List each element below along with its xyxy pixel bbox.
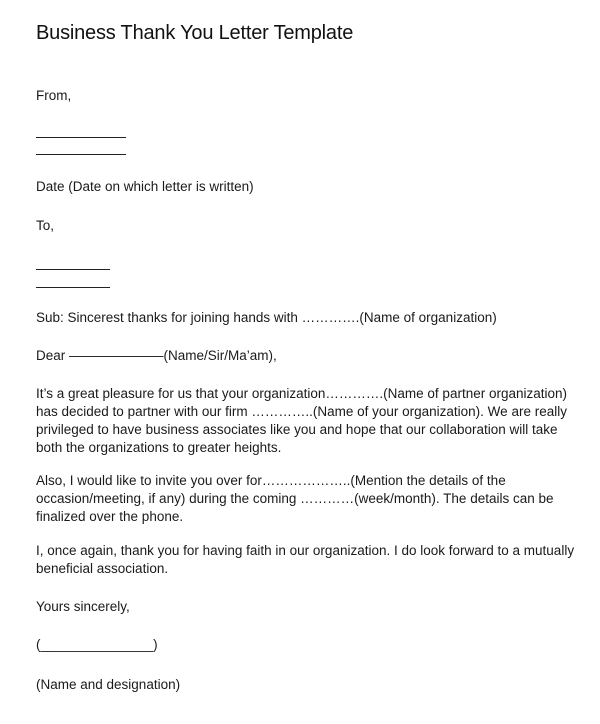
to-blank-line-1 xyxy=(36,269,110,270)
to-blank-line-2 xyxy=(36,287,110,288)
from-blank-line-1 xyxy=(36,137,126,138)
signature-line: (_______________) xyxy=(36,637,158,652)
salutation: Dear ———————(Name/Sir/Ma’am), xyxy=(36,348,277,363)
body-paragraph-3: I, once again, thank you for having faith in our organization. I do look forward to a mutually beneficial association. xyxy=(36,543,575,576)
date-line: Date (Date on which letter is written) xyxy=(36,179,254,194)
from-label: From, xyxy=(36,88,72,103)
from-blank-line-2 xyxy=(36,154,126,155)
body-paragraph-2: Also, I would like to invite you over for………………..(Mention the details of the occasion/meeting, if any) during the coming …………(week/month). The details can be finalized over the phone. xyxy=(36,473,554,524)
page-title: Business Thank You Letter Template xyxy=(36,22,354,44)
body-paragraph-1: It’s a great pleasure for us that your organization………….(Name of partner organization) has decided to partner with our firm …………..(Name of your organization). We are really privileged to have business associates like you and hope that our collaboration will take both the organizations to greater heights. xyxy=(36,386,568,455)
name-designation: (Name and designation) xyxy=(36,677,181,692)
closing-line: Yours sincerely, xyxy=(36,599,130,614)
to-label: To, xyxy=(36,218,55,233)
subject-line: Sub: Sincerest thanks for joining hands with ………….(Name of organization) xyxy=(36,310,497,325)
